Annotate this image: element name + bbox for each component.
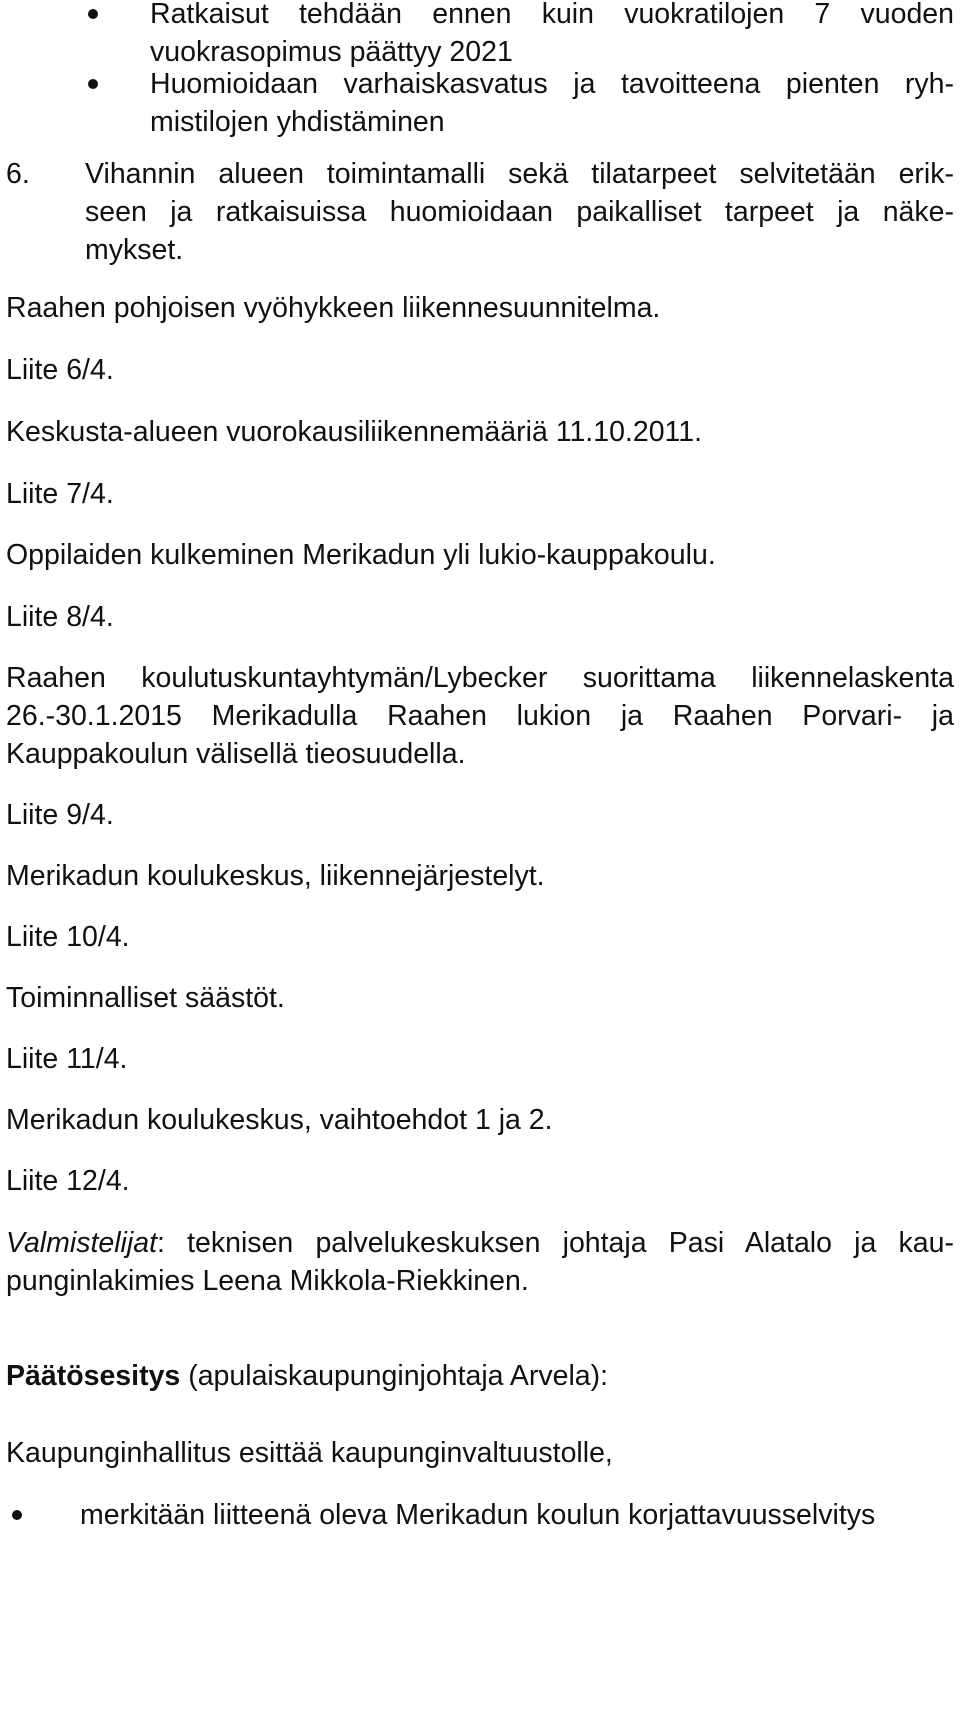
attachment-title: Keskusta-alueen vuorokausiliikennemääriä 11.10.2011.: [6, 416, 703, 448]
bullet-line: merkitään liitteenä oleva Merikadun koulun korjattavuusselvitys: [80, 1499, 876, 1531]
proposal-text: (apulaiskaupunginjohtaja Arvela):: [180, 1360, 609, 1392]
attachment-label: Liite 10/4.: [6, 921, 130, 953]
attachment-label: Liite 8/4.: [6, 601, 114, 633]
item-line: Vihannin alueen toimintamalli sekä tilatarpeet selvitetään erik-: [85, 158, 954, 190]
bullet-line: vuokrasopimus päättyy 2021: [150, 36, 513, 68]
item-line: seen ja ratkaisuissa huomioidaan paikalliset tarpeet ja näke-: [85, 196, 954, 228]
preparers-line: punginlakimies Leena Mikkola-Riekkinen.: [6, 1265, 529, 1297]
item-number: 6.: [6, 158, 30, 190]
attachment-label: Liite 7/4.: [6, 478, 114, 510]
attachment-label: Liite 12/4.: [6, 1165, 130, 1197]
bullet-line: mistilojen yhdistäminen: [150, 106, 445, 138]
proposal-label: Päätösesitys: [6, 1360, 181, 1392]
preparers-label: Valmistelijat: [6, 1227, 157, 1259]
bullet-dot-icon: [88, 9, 98, 19]
attachment-title: Kauppakoulun välisellä tieosuudella.: [6, 738, 466, 770]
attachment-title: Merikadun koulukeskus, liikennejärjestelyt.: [6, 860, 545, 892]
attachment-label: Liite 9/4.: [6, 799, 114, 831]
preparers-text: : teknisen palvelukeskuksen johtaja Pasi Alatalo ja kau-: [157, 1227, 954, 1259]
attachment-title: Raahen pohjoisen vyöhykkeen liikennesuunnitelma.: [6, 292, 661, 324]
proposal-heading: [6, 1357, 954, 1395]
bullet-line: Huomioidaan varhaiskasvatus ja tavoitteena pienten ryh-: [150, 68, 954, 100]
statement: Kaupunginhallitus esittää kaupunginvaltuustolle,: [6, 1437, 613, 1469]
preparers-line: [6, 1224, 954, 1262]
bullet-line: Ratkaisut tehdään ennen kuin vuokratilojen 7 vuoden: [150, 0, 954, 30]
attachment-title: 26.-30.1.2015 Merikadulla Raahen lukion ja Raahen Porvari- ja: [6, 700, 954, 732]
bullet-dot-icon: [88, 79, 98, 89]
attachment-title: Raahen koulutuskuntayhtymän/Lybecker suorittama liikennelaskenta: [6, 662, 954, 694]
attachment-title: Merikadun koulukeskus, vaihtoehdot 1 ja 2.: [6, 1104, 553, 1136]
item-line: mykset.: [85, 234, 184, 266]
attachment-title: Toiminnalliset säästöt.: [6, 982, 285, 1014]
attachment-label: Liite 11/4.: [6, 1043, 128, 1075]
bullet-dot-icon: [12, 1510, 22, 1520]
attachment-title: Oppilaiden kulkeminen Merikadun yli lukio-kauppakoulu.: [6, 539, 716, 571]
attachment-label: Liite 6/4.: [6, 354, 114, 386]
